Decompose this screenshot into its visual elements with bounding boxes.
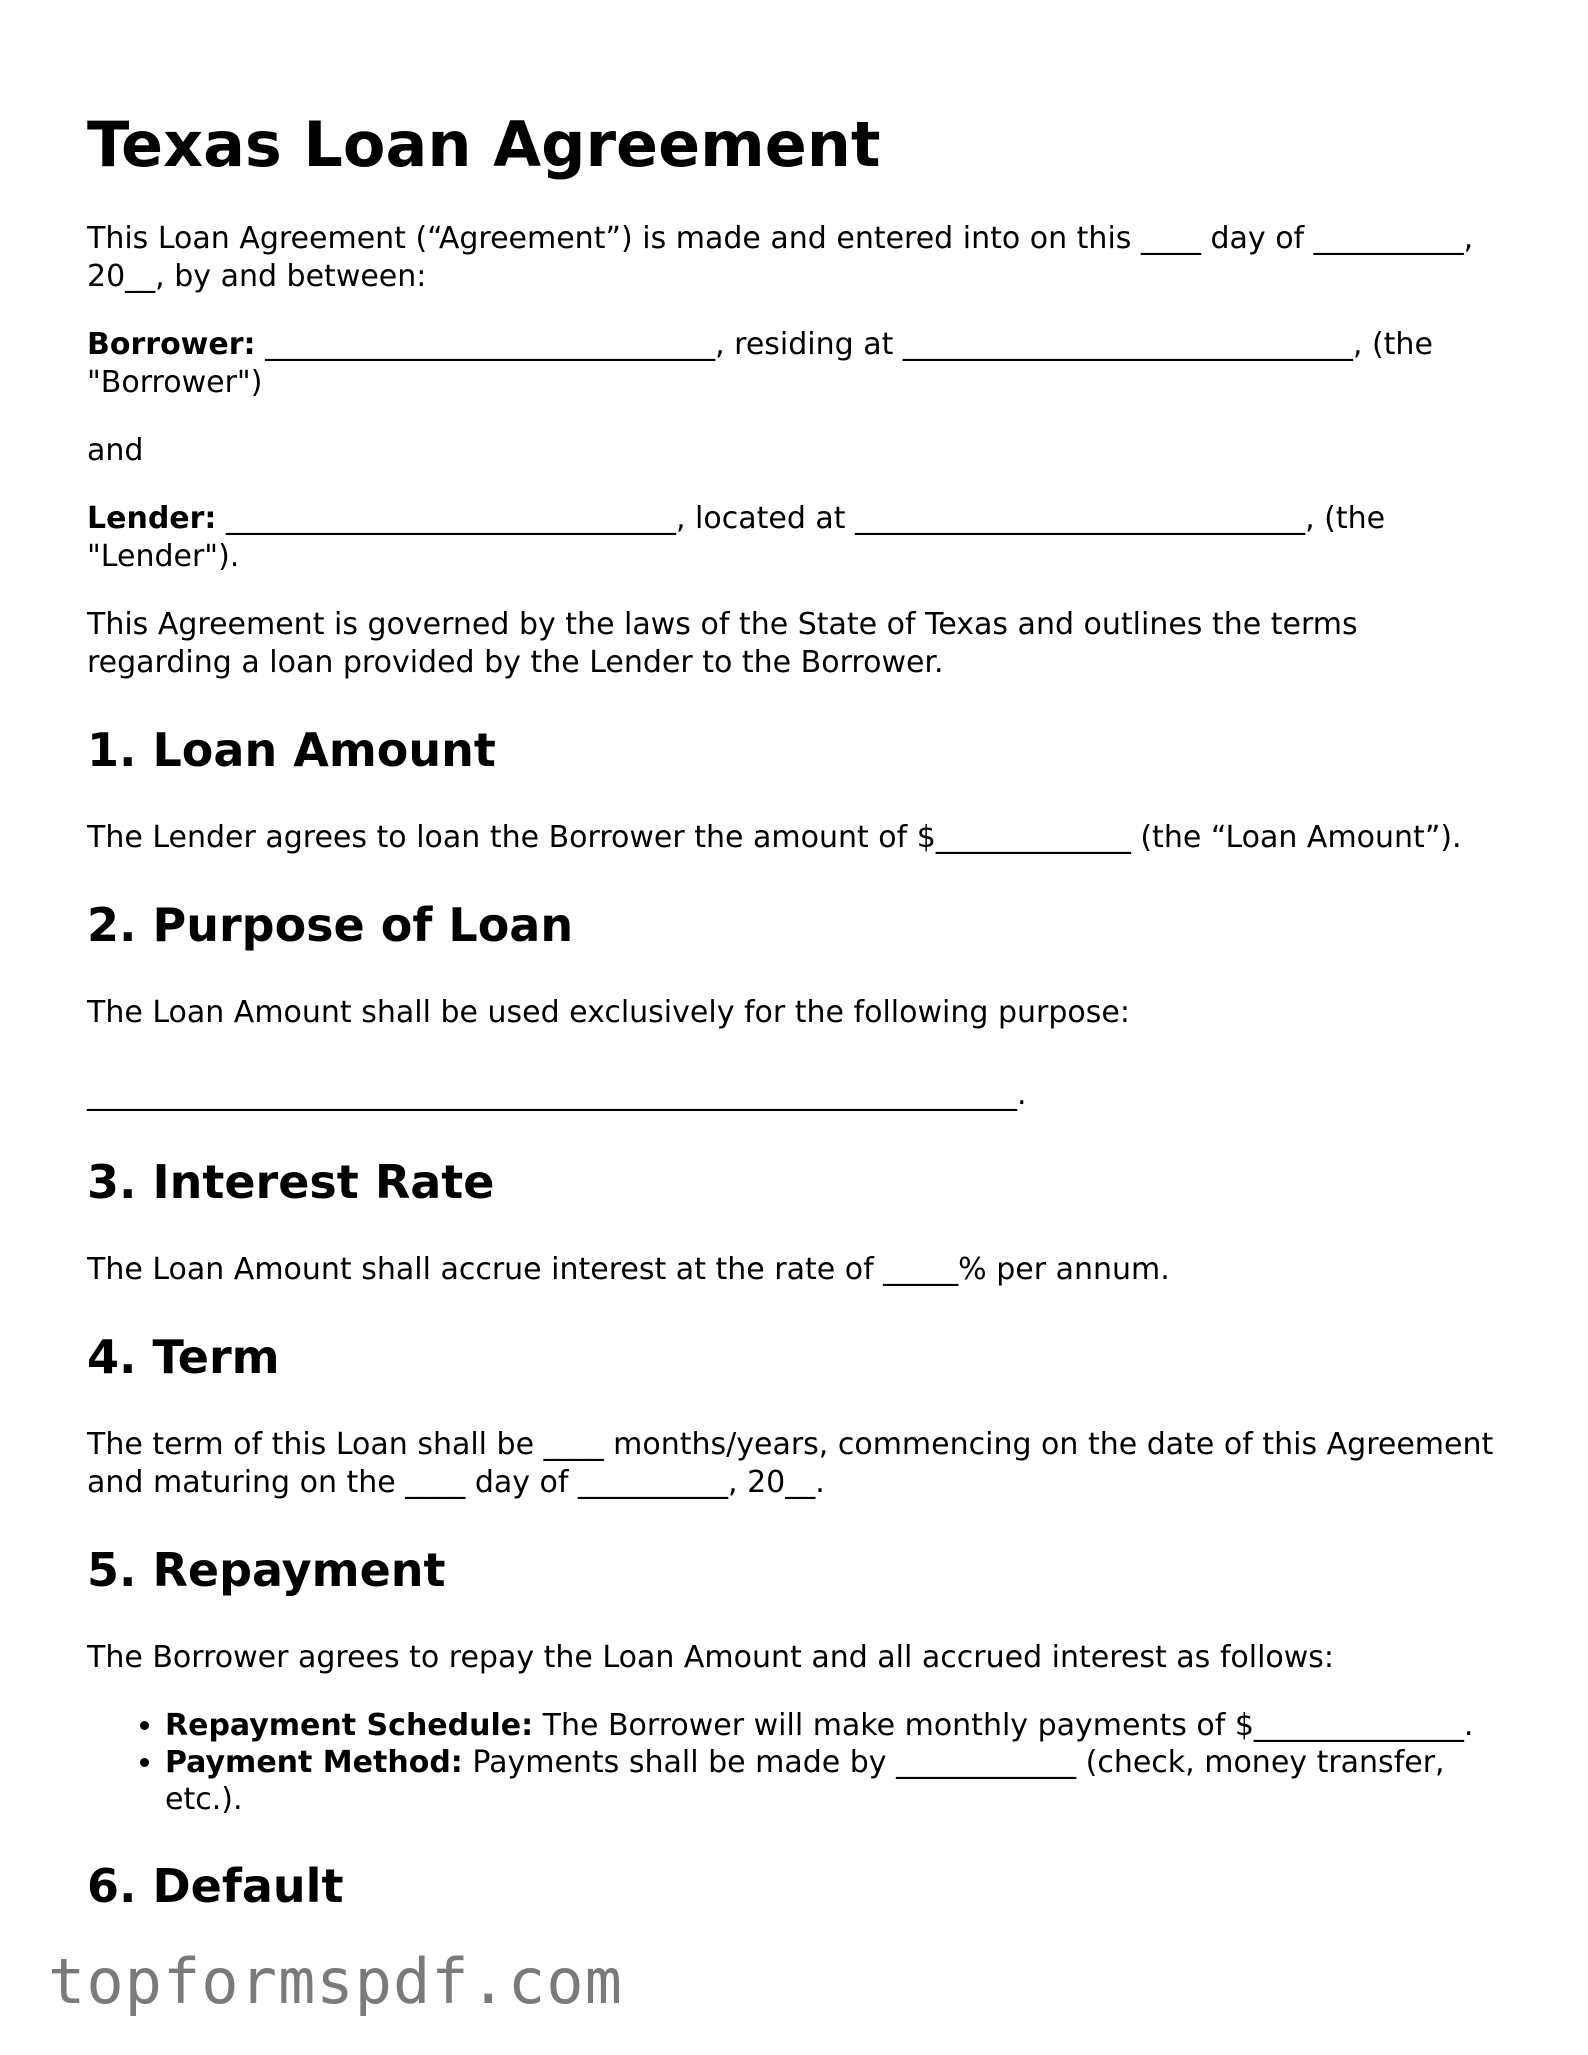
lender-paragraph	[87, 500, 1507, 576]
document-title: Texas Loan Agreement	[87, 108, 881, 181]
purpose-blank-line: ______________________________________________________________.	[87, 1077, 1027, 1113]
section-heading-loan-amount: 1. Loan Amount	[87, 723, 496, 778]
repayment-schedule-text: The Borrower will make monthly payments of $______________.	[533, 1707, 1474, 1743]
interest-paragraph: The Loan Amount shall accrue interest at the rate of _____% per annum.	[87, 1252, 1170, 1288]
lender-label: Lender:	[87, 501, 217, 537]
section-heading-repayment: 5. Repayment	[87, 1542, 446, 1597]
governing-paragraph: This Agreement is governed by the laws of the State of Texas and outlines the terms regarding a loan provided by the Lender to the Borrower.	[87, 607, 1358, 681]
and-paragraph: and	[87, 433, 144, 469]
watermark: topformspdf.com	[48, 1945, 623, 2018]
borrower-paragraph	[87, 326, 1507, 402]
payment-method-label: Payment Method:	[165, 1744, 463, 1780]
repayment-paragraph: The Borrower agrees to repay the Loan Amount and all accrued interest as follows:	[87, 1639, 1335, 1675]
payment-method-text: Payments shall be made by ____________ (check, money transfer, etc.).	[165, 1744, 1445, 1817]
section-heading-interest: 3. Interest Rate	[87, 1155, 495, 1210]
purpose-paragraph: The Loan Amount shall be used exclusively for the following purpose:	[87, 995, 1130, 1031]
intro-paragraph: This Loan Agreement (“Agreement”) is made and entered into on this ____ day of __________, 20__, by and between:	[87, 221, 1474, 295]
document-page	[87, 108, 1507, 1955]
list-item	[165, 1707, 1507, 1744]
section-heading-default: 6. Default	[87, 1858, 344, 1913]
term-paragraph: The term of this Loan shall be ____ months/years, commencing on the date of this Agreement and maturing on the ____ day of __________, 20__.	[87, 1426, 1494, 1500]
loan-amount-paragraph: The Lender agrees to loan the Borrower the amount of $_____________ (the “Loan Amount”).	[87, 820, 1462, 856]
list-item	[165, 1744, 1507, 1818]
repayment-schedule-label: Repayment Schedule:	[165, 1707, 534, 1743]
borrower-text: ______________________________, residing at ______________________________, (the "Borrower")	[87, 327, 1433, 401]
borrower-label: Borrower:	[87, 327, 256, 363]
repayment-list	[87, 1707, 1507, 1818]
section-heading-purpose: 2. Purpose of Loan	[87, 898, 574, 953]
lender-text: ______________________________, located at ______________________________, (the "Lender").	[87, 501, 1386, 575]
section-heading-term: 4. Term	[87, 1330, 280, 1385]
